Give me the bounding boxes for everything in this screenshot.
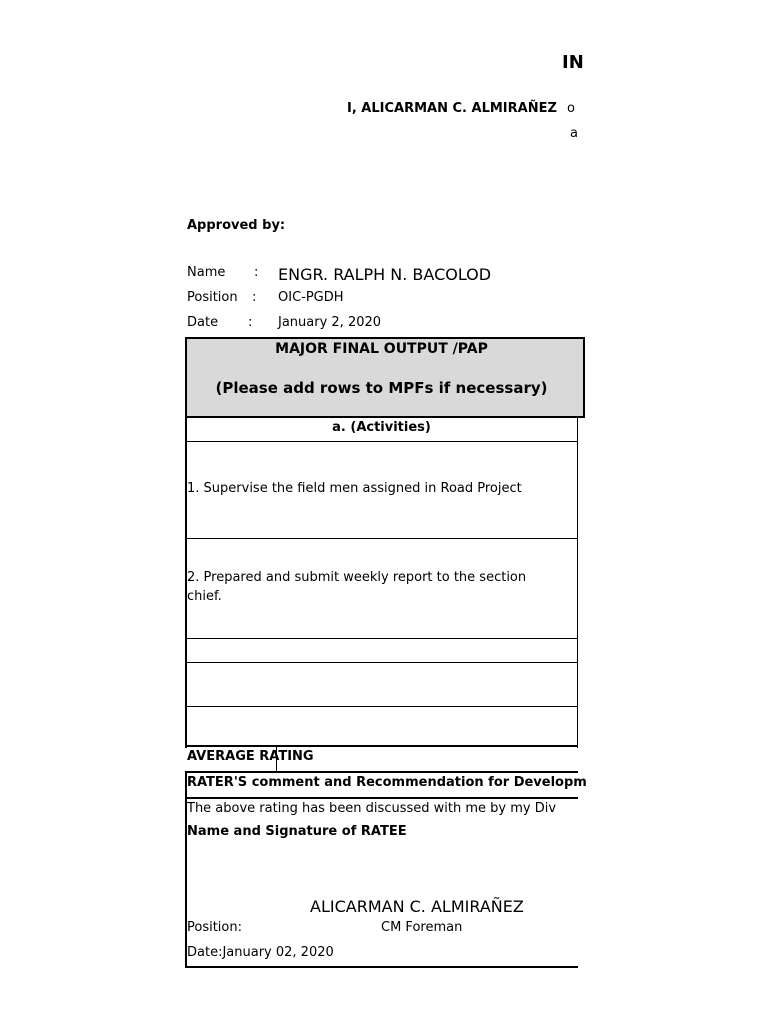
approver-name: ENGR. RALPH N. BACOLOD <box>278 265 492 284</box>
header-line2-fragment: a <box>570 126 578 141</box>
mfo-header-title: MAJOR FINAL OUTPUT /PAP <box>275 341 488 357</box>
row-divider <box>185 706 578 707</box>
row-divider <box>185 771 578 773</box>
approval-date-label: Date <box>187 315 219 330</box>
row-divider <box>185 441 578 442</box>
discussed-statement: The above rating has been discussed with me by my Div <box>187 801 557 816</box>
approver-position: OIC-PGDH <box>278 290 344 305</box>
activity-2-line1: 2. Prepared and submit weekly report to the section <box>187 570 527 585</box>
declarant-statement-cont: o <box>567 101 575 116</box>
activity-2-line2: chief. <box>187 589 222 604</box>
ratee-date: Date:January 02, 2020 <box>187 945 334 960</box>
section-activities-label: a. (Activities) <box>332 420 431 435</box>
row-divider <box>185 538 578 539</box>
approver-position-colon: : <box>252 290 257 305</box>
declarant-statement: I, ALICARMAN C. ALMIRAÑEZ <box>347 101 557 116</box>
row-divider <box>185 745 578 747</box>
activity-1: 1. Supervise the field men assigned in Road Project <box>187 481 522 496</box>
form-title-fragment: IN <box>562 52 584 73</box>
row-divider <box>185 797 578 799</box>
approval-date: January 2, 2020 <box>278 315 382 330</box>
approval-date-colon: : <box>248 315 253 330</box>
average-rating-label: AVERAGE RATING <box>187 749 314 764</box>
ratee-name: ALICARMAN C. ALMIRAÑEZ <box>310 897 524 916</box>
table-right-border <box>577 418 578 748</box>
cell-divider <box>276 746 277 772</box>
approved-by-label: Approved by: <box>187 218 286 233</box>
ratee-position-label: Position: <box>187 920 242 935</box>
approver-name-label: Name <box>187 265 226 280</box>
row-divider <box>185 662 578 663</box>
ratee-position: CM Foreman <box>381 920 463 935</box>
mfo-header-note: (Please add rows to MPFs if necessary) <box>215 379 548 397</box>
ratee-signature-label: Name and Signature of RATEE <box>187 824 407 839</box>
approver-position-label: Position <box>187 290 238 305</box>
rater-comment-label: RATER'S comment and Recommendation for Developm <box>187 775 587 790</box>
table-bottom-border <box>185 966 578 968</box>
approver-name-colon: : <box>254 265 259 280</box>
row-divider <box>185 638 578 639</box>
